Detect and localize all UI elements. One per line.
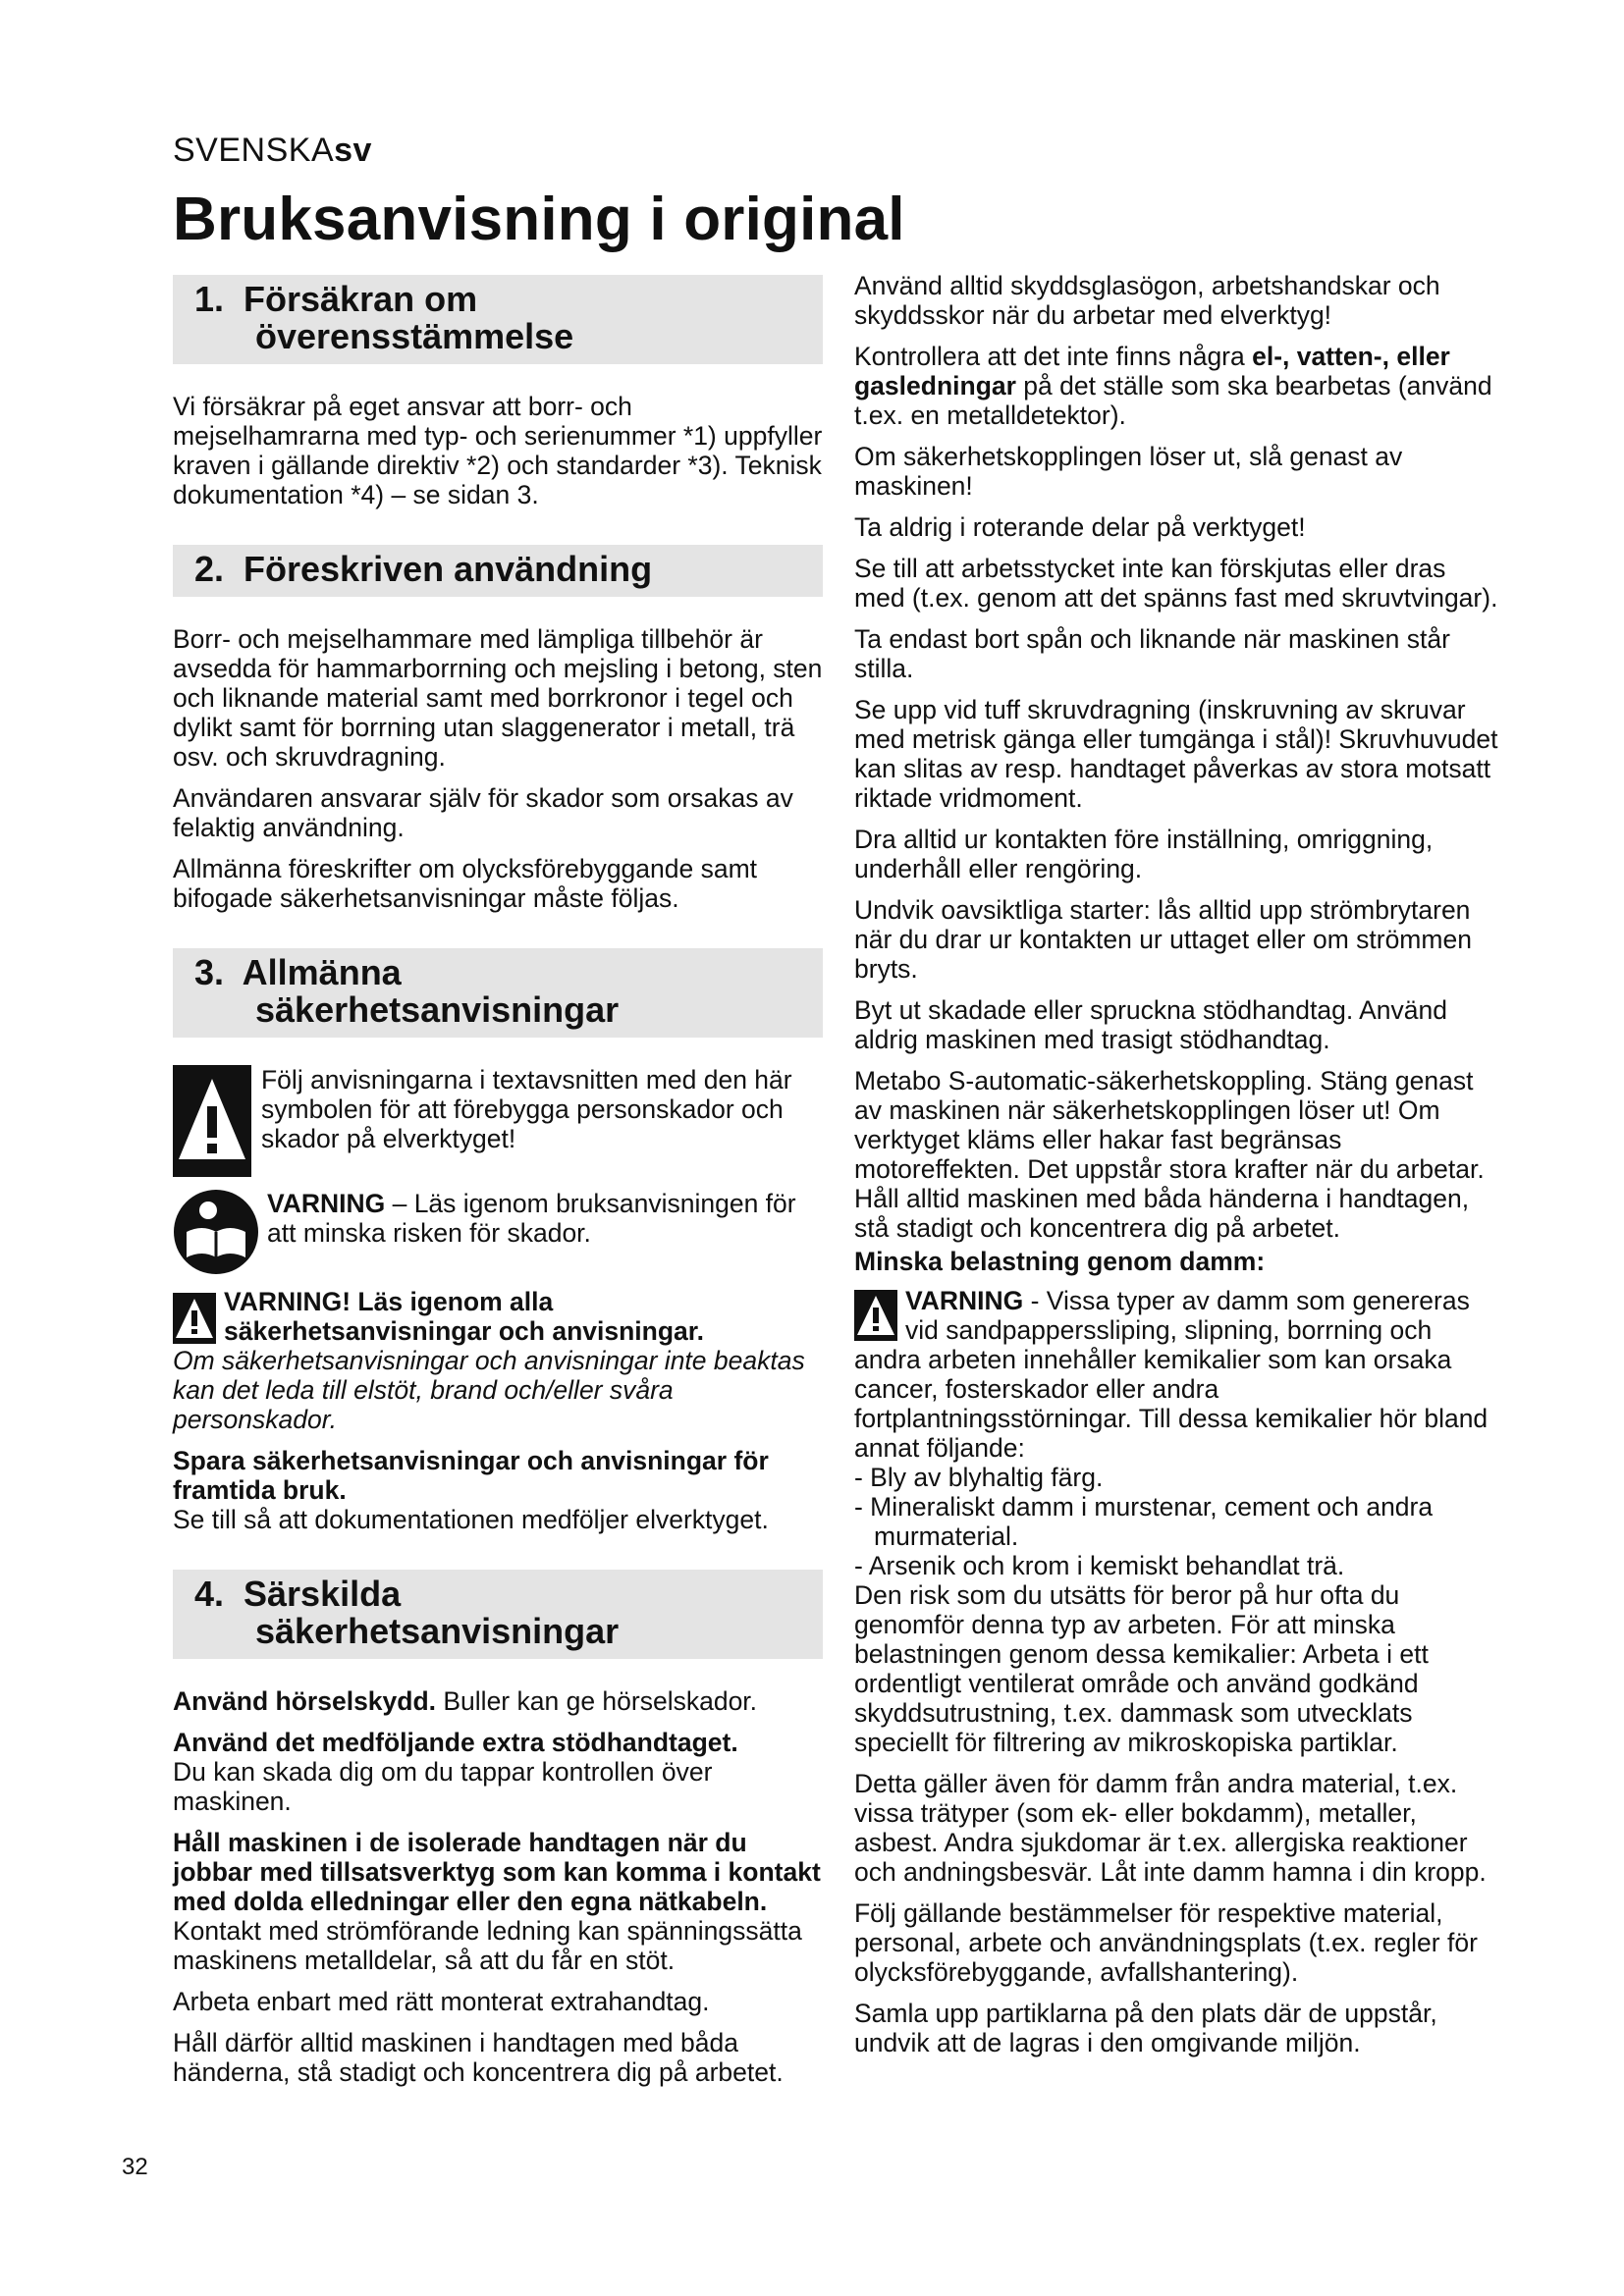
- right-p11: Metabo S-automatic-säkerhetskoppling. Stäng genast av maskinen när säkerhetskopplingen löser ut! Om verktyget kläms eller hakar fast begränsas motoreffekten. Det uppstår stora krafter när du arbetar. Håll alltid maskinen med båda händerna i handtagen, stå stadigt och koncentrera dig på arbetet.: [854, 1066, 1485, 1243]
- right-p2: Kontrollera att det inte finns några el-, vatten-, eller gasledningar på det ställe som ska bearbetas (använd t.ex. en metalldetektor).: [854, 342, 1492, 430]
- section-4-p3: Håll maskinen i de isolerade handtagen när du jobbar med tillsatsverktyg som kan komma i kontakt med dolda elledningar eller den egna nätkabeln. Kontakt med strömförande ledning kan spänningssätta maskinens metalldelar, så att du får en stöt.: [173, 1828, 821, 1975]
- manual-warning: VARNING – Läs igenom bruksanvisningen för att minska risken för skador.: [173, 1189, 823, 1275]
- symbol-note: Följ anvisningarna i textavsnitten med den här symbolen för att förebygga personskador och skador på elverktyget!: [173, 1065, 823, 1177]
- right-p10: Byt ut skadade eller spruckna stödhandtag. Använd aldrig maskinen med trasigt stödhandtag.: [854, 995, 1448, 1054]
- general-warning-italic: Om säkerhetsanvisningar och anvisningar inte beaktas kan det leda till elstöt, brand och/eller svåra personskador.: [173, 1346, 805, 1434]
- section-2-heading: 2. Föreskriven användning: [173, 545, 823, 597]
- read-manual-icon: [173, 1189, 259, 1275]
- dust-warning: VARNING - Vissa typer av damm som genereras vid sandpapperssliping, slipning, borrning och andra arbeten innehåller kemikalier som kan orsaka cancer, fosterskador eller andra fortplantningsstörningar. Till dessa kemikalier hör bland annat följande:: [854, 1286, 1489, 1463]
- right-p7: Se upp vid tuff skruvdragning (inskruvning av skruvar med metrisk gänga eller tumgänga i stål)! Skruvhuvudet kan slitas av resp. handtaget påverkas av stora motsatt riktade vridmoment.: [854, 695, 1498, 813]
- section-4-heading: 4. Särskilda säkerhetsanvisningar: [173, 1570, 823, 1659]
- right-p14: Den risk som du utsätts för beror på hur ofta du genomför denna typ av arbeten. För att minska belastningen genom dessa kemikalier: Arbeta i ett ordentligt ventilerat område och använd godkänd skyddsutrustning, t.ex. dammask som utvecklats speciellt för filtrering av mikroskopiska partiklar.: [854, 1580, 1429, 1757]
- section-2-p3: Allmänna föreskrifter om olycksförebyggande samt bifogade säkerhetsanvisningar måste följas.: [173, 854, 758, 913]
- right-p17: Samla upp partiklarna på den plats där de uppstår, undvik att de lagras i den omgivande miljön.: [854, 1999, 1437, 2057]
- page-title: Bruksanvisning i original: [173, 186, 905, 253]
- section-4-p5: Håll därför alltid maskinen i handtagen med båda händerna, stå stadigt och koncentrera dig på arbetet.: [173, 2028, 784, 2087]
- section-1-body: Vi försäkrar på eget ansvar att borr- och mejselhamrarna med typ- och serienummer *1) uppfyller kraven i gällande direktiv *2) och standarder *3). Teknisk dokumentation *4) – se sidan 3.: [173, 392, 823, 509]
- right-p1: Använd alltid skyddsglasögon, arbetshandskar och skyddsskor när du arbetar med elverktyg!: [854, 271, 1440, 330]
- section-4-p4: Arbeta enbart med rätt monterat extrahandtag.: [173, 1987, 710, 2016]
- right-p15: Detta gäller även för damm från andra material, t.ex. vissa trätyper (som ek- eller bokdamm), metaller, asbest. Andra sjukdomar är t.ex. allergiska reaktioner och andningsbesvär. Låt inte damm hamna i din kropp.: [854, 1769, 1487, 1887]
- page-number: 32: [122, 2154, 148, 2180]
- warning-triangle-icon: [173, 1293, 216, 1344]
- general-warning: VARNING! Läs igenom alla säkerhetsanvisningar och anvisningar.: [173, 1287, 823, 1346]
- right-p4: Ta aldrig i roterande delar på verktyget!: [854, 512, 1306, 542]
- dust-list-item: - Bly av blyhaltig färg.: [854, 1463, 1104, 1492]
- section-4-p2: Använd det medföljande extra stödhandtaget. Du kan skada dig om du tappar kontrollen över maskinen.: [173, 1728, 738, 1816]
- section-2-p2: Användaren ansvarar själv för skador som orsakas av felaktig användning.: [173, 783, 793, 842]
- left-column: [173, 275, 823, 2099]
- right-p9: Undvik oavsiktliga starter: lås alltid upp strömbrytaren när du drar ur kontakten ur uttaget eller om strömmen bryts.: [854, 895, 1472, 984]
- right-p8: Dra alltid ur kontakten före inställning, omriggning, underhåll eller rengöring.: [854, 825, 1434, 883]
- warning-triangle-icon: [173, 1065, 251, 1177]
- dust-list-item-cont: murmaterial.: [874, 1522, 1019, 1551]
- right-p16: Följ gällande bestämmelser för respektive material, personal, arbete och användningsplats (t.ex. regler för olycksförebyggande, avfallshantering).: [854, 1898, 1478, 1987]
- dust-heading: Minska belastning genom damm:: [854, 1247, 1266, 1276]
- section-3-heading: 3. Allmänna säkerhetsanvisningar: [173, 948, 823, 1038]
- right-p6: Ta endast bort spån och liknande när maskinen står stilla.: [854, 624, 1450, 683]
- save-instructions-body: Se till så att dokumentationen medföljer elverktyget.: [173, 1505, 769, 1534]
- language-label: SVENSKAsv: [173, 132, 372, 169]
- save-instructions: Spara säkerhetsanvisningar och anvisningar för framtida bruk.: [173, 1446, 769, 1505]
- right-p5: Se till att arbetsstycket inte kan förskjutas eller dras med (t.ex. genom att det spänns fast med skruvtvingar).: [854, 554, 1498, 613]
- right-p3: Om säkerhetskopplingen löser ut, slå genast av maskinen!: [854, 442, 1403, 501]
- section-4-p1: Använd hörselskydd. Buller kan ge hörselskador.: [173, 1686, 758, 1716]
- section-2-p1: Borr- och mejselhammare med lämpliga tillbehör är avsedda för hammarborrning och mejsling i betong, sten och liknande material samt med borrkronor i tegel och dylikt samt för borrning utan slaggenerator i metall, trä osv. och skruvdragning.: [173, 624, 823, 772]
- warning-triangle-icon: [854, 1290, 897, 1341]
- dust-list-item: - Arsenik och krom i kemiskt behandlat trä.: [854, 1551, 1345, 1580]
- section-1-heading: 1. Försäkran om överensstämmelse: [173, 275, 823, 364]
- right-column: [854, 271, 1502, 2069]
- dust-list-item: - Mineraliskt damm i murstenar, cement och andra: [854, 1492, 1434, 1522]
